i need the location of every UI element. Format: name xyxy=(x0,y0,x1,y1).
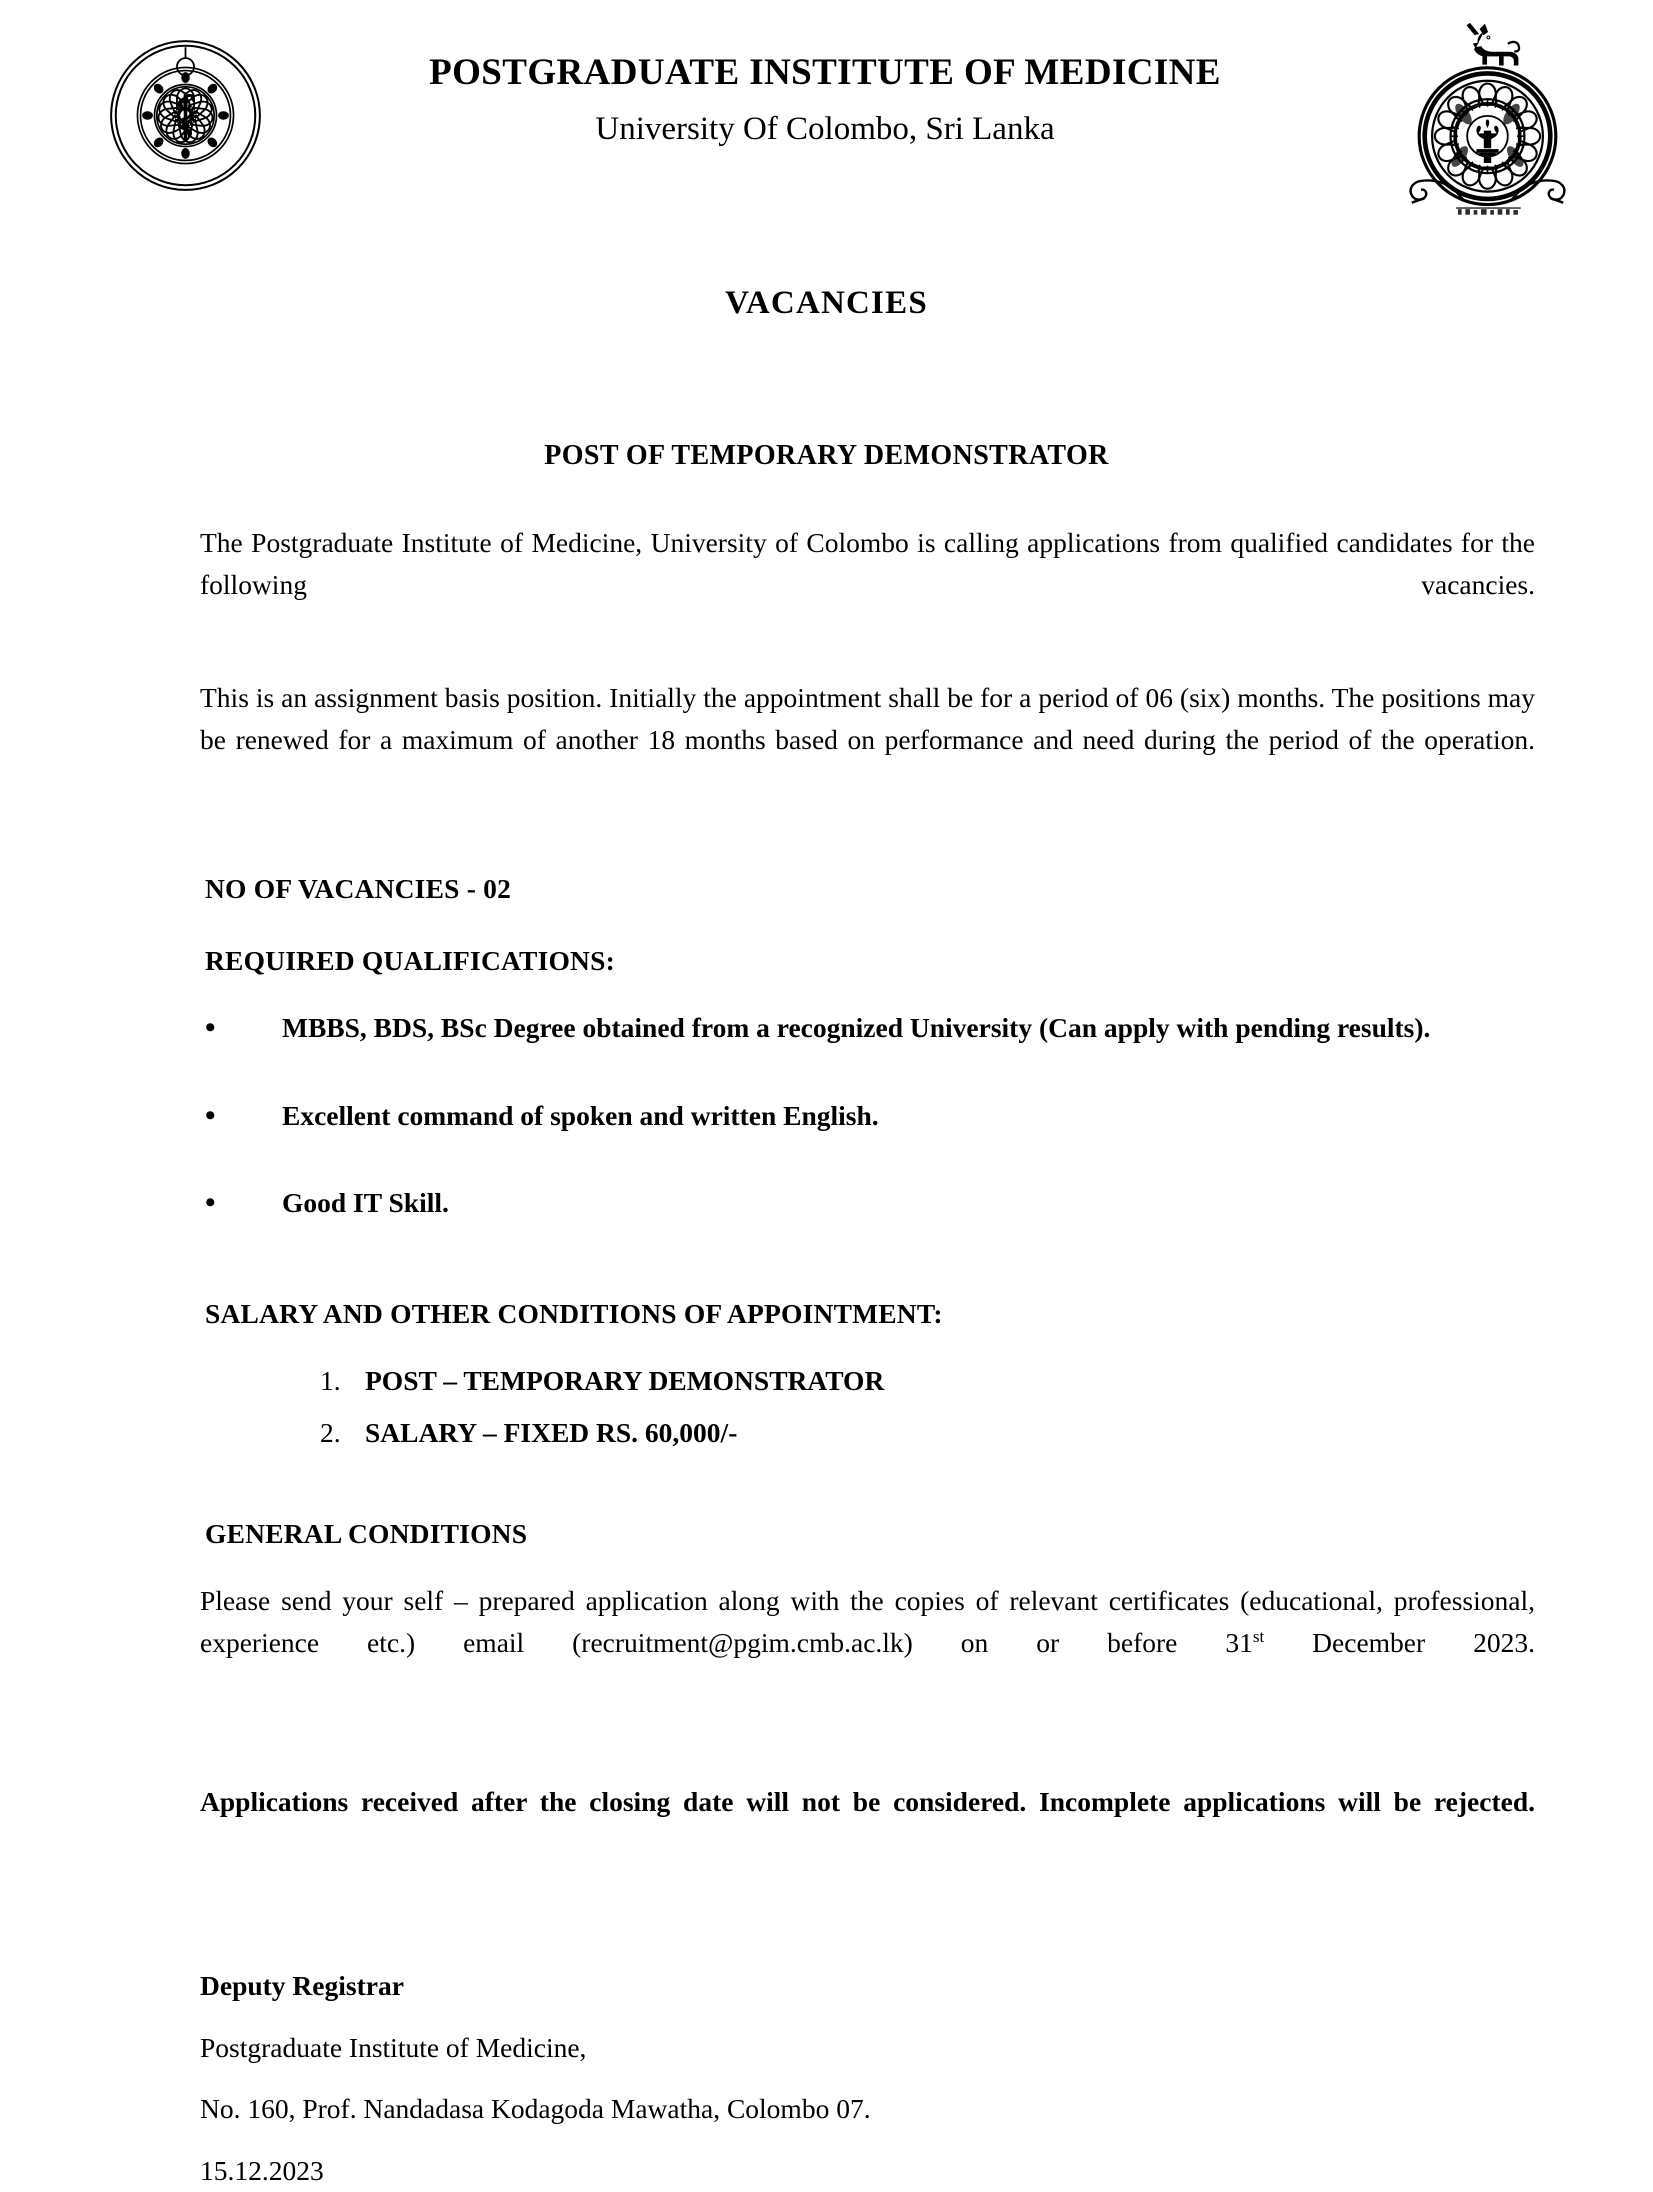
spacer xyxy=(200,1735,1535,1781)
pgim-rod-of-asclepius-seal-icon xyxy=(108,38,263,193)
spacer xyxy=(200,1330,1535,1360)
list-marker: 1. xyxy=(320,1365,341,1397)
list-item-label: POST – TEMPORARY DEMONSTRATOR xyxy=(365,1365,885,1397)
spacer xyxy=(200,977,1535,1007)
general-conditions-text-part-2: December 2023. xyxy=(1264,1626,1535,1658)
required-qualifications-heading: REQUIRED QUALIFICATIONS: xyxy=(205,944,615,976)
salary-conditions-list xyxy=(200,1360,1535,1454)
document-header xyxy=(0,0,1653,250)
document-body xyxy=(200,522,1535,2192)
qualifications-list xyxy=(200,1007,1535,1224)
vacancies-heading: VACANCIES xyxy=(725,285,928,321)
closing-date-warning: Applications received after the closing date will not be considered. Incomplete applications will be rejected. xyxy=(200,1786,1535,1818)
signatory-title: Deputy Registrar xyxy=(200,1969,404,2001)
header-title-block xyxy=(280,50,1370,150)
signatory-institute: Postgraduate Institute of Medicine, xyxy=(200,2031,587,2063)
spacer xyxy=(200,1550,1535,1580)
list-item: • Good IT Skill. xyxy=(200,1182,1535,1224)
date-ordinal-suffix: st xyxy=(1252,1626,1265,1646)
spacer xyxy=(200,1454,1535,1518)
general-conditions-text-part-1: Please send your self – prepared application along with the copies of relevant certificates (educational, professional, experience etc.) email (recruitment@pgim.cmb.ac.lk) on or before 31 xyxy=(200,1584,1535,1658)
university-of-colombo-crest-icon xyxy=(1395,18,1580,223)
salary-conditions-heading: SALARY AND OTHER CONDITIONS OF APPOINTMENT: xyxy=(205,1298,943,1330)
list-marker: 2. xyxy=(320,1416,341,1448)
signatory-date: 15.12.2023 xyxy=(200,2155,324,2187)
list-item: • MBBS, BDS, BSc Degree obtained from a recognized University (Can apply with pending results). xyxy=(200,1007,1535,1049)
no-of-vacancies-heading: NO OF VACANCIES - 02 xyxy=(205,872,512,904)
spacer xyxy=(200,905,1535,945)
spacer xyxy=(200,1865,1535,1965)
general-conditions-heading: GENERAL CONDITIONS xyxy=(205,1517,528,1549)
intro-paragraph-1: The Postgraduate Institute of Medicine, University of Colombo is calling applications from qualified candidates for the following vacancies. xyxy=(200,527,1535,600)
signature-block xyxy=(200,1965,1535,2192)
university-name: University Of Colombo, Sri Lanka xyxy=(595,111,1055,148)
general-conditions-paragraph xyxy=(200,1580,1535,1705)
institute-name: POSTGRADUATE INSTITUTE OF MEDICINE xyxy=(429,52,1221,93)
signatory-address: No. 160, Prof. Nandadasa Kodagoda Mawatha, Colombo 07. xyxy=(200,2093,871,2125)
spacer xyxy=(200,1224,1535,1298)
post-title-heading: POST OF TEMPORARY DEMONSTRATOR xyxy=(544,440,1109,471)
list-item xyxy=(200,1412,1535,1454)
list-item-label: SALARY – FIXED RS. 60,000/- xyxy=(365,1416,738,1448)
spacer xyxy=(200,833,1535,873)
list-item xyxy=(200,1360,1535,1402)
intro-paragraph-2: This is an assignment basis position. Initially the appointment shall be for a period of 06 (six) months. The positions may be renewed for a maximum of another 18 months based on performance and need during the period of the operation. xyxy=(200,682,1535,756)
list-item: • Excellent command of spoken and written English. xyxy=(200,1095,1535,1137)
